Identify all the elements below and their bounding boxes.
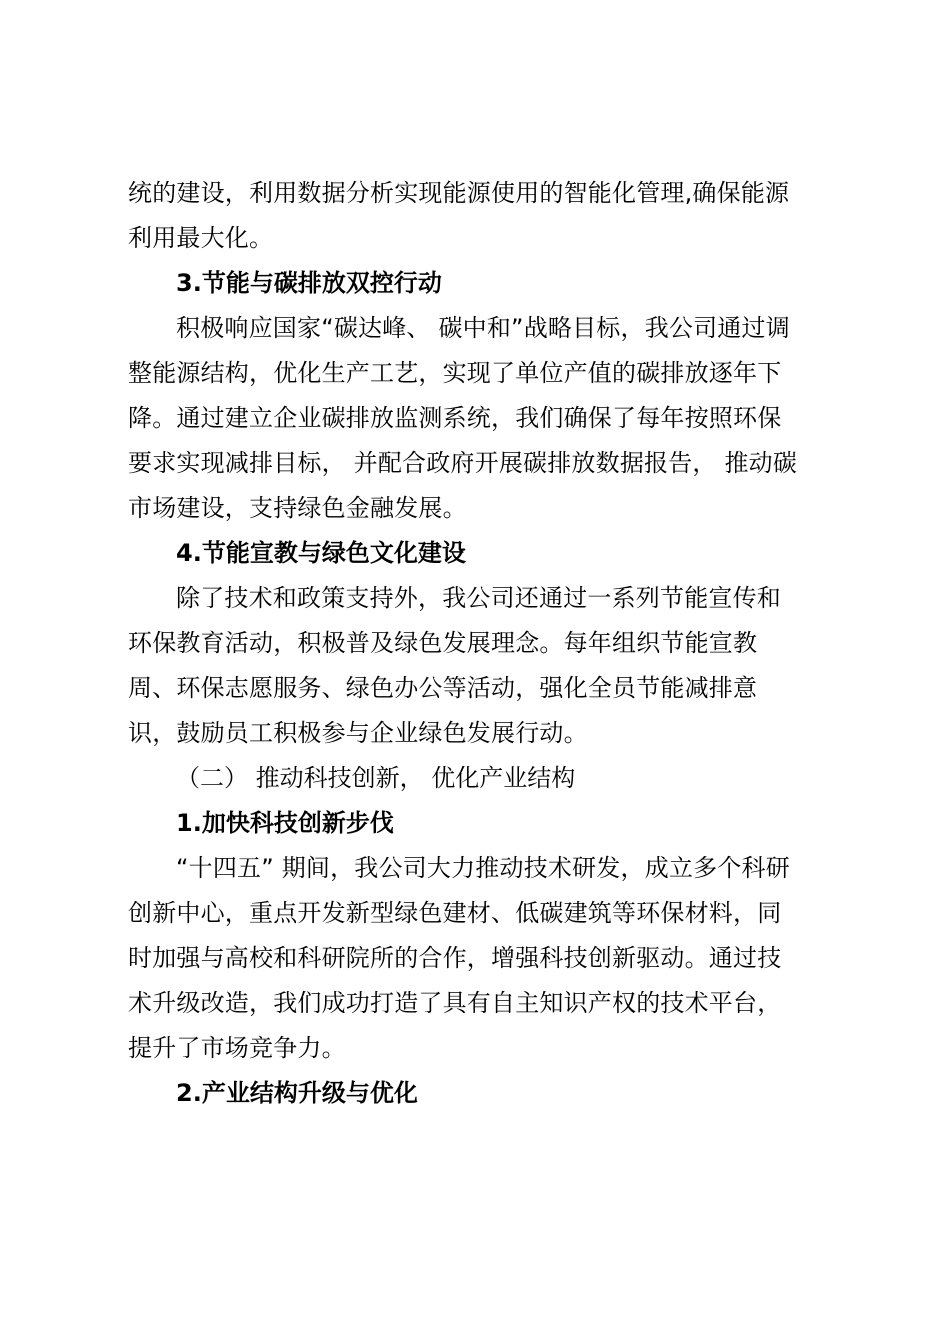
paragraph-line: 时加强与高校和科研院所的合作，增强科技创新驱动。通过技 (128, 944, 782, 972)
paragraph-line: 环保教育活动，积极普及绿色发展理念。每年组织节能宣教 (128, 629, 758, 657)
paragraph-line: 利用最大化。 (128, 224, 274, 252)
section-heading-2: 2.产业结构升级与优化 (176, 1079, 418, 1107)
paragraph-line: 除了技术和政策支持外，我公司还通过一系列节能宣传和 (176, 584, 781, 612)
paragraph-line: 周、环保志愿服务、绿色办公等活动，强化全员节能减排意 (128, 674, 758, 702)
paragraph-line: 术升级改造，我们成功打造了具有自主知识产权的技术平台， (128, 989, 782, 1017)
paragraph-line: 市场建设，支持绿色金融发展。 (128, 494, 467, 522)
paragraph-line: 降。通过建立企业碳排放监测系统，我们确保了每年按照环保 (128, 404, 782, 432)
subsection-heading-2: （二） 推动科技创新， 优化产业结构 (176, 764, 576, 792)
paragraph-line: 创新中心，重点开发新型绿色建材、低碳建筑等环保材料，同 (128, 899, 782, 927)
paragraph-line: 整能源结构，优化生产工艺，实现了单位产值的碳排放逐年下 (128, 359, 782, 387)
section-heading-1: 1.加快科技创新步伐 (176, 809, 394, 837)
section-heading-4: 4.节能宣教与绿色文化建设 (176, 539, 466, 567)
section-heading-3: 3.节能与碳排放双控行动 (176, 269, 442, 297)
paragraph-line: 积极响应国家“碳达峰、 碳中和”战略目标，我公司通过调 (176, 314, 790, 342)
paragraph-line: 提升了市场竞争力。 (128, 1034, 346, 1062)
paragraph-line: 识，鼓励员工积极参与企业绿色发展行动。 (128, 719, 588, 747)
paragraph-line: 要求实现减排目标， 并配合政府开展碳排放数据报告， 推动碳 (128, 449, 798, 477)
paragraph-line: “十四五” 期间，我公司大力推动技术研发，成立多个科研 (176, 854, 790, 882)
paragraph-line: 统的建设，利用数据分析实现能源使用的智能化管理,确保能源 (128, 179, 790, 207)
